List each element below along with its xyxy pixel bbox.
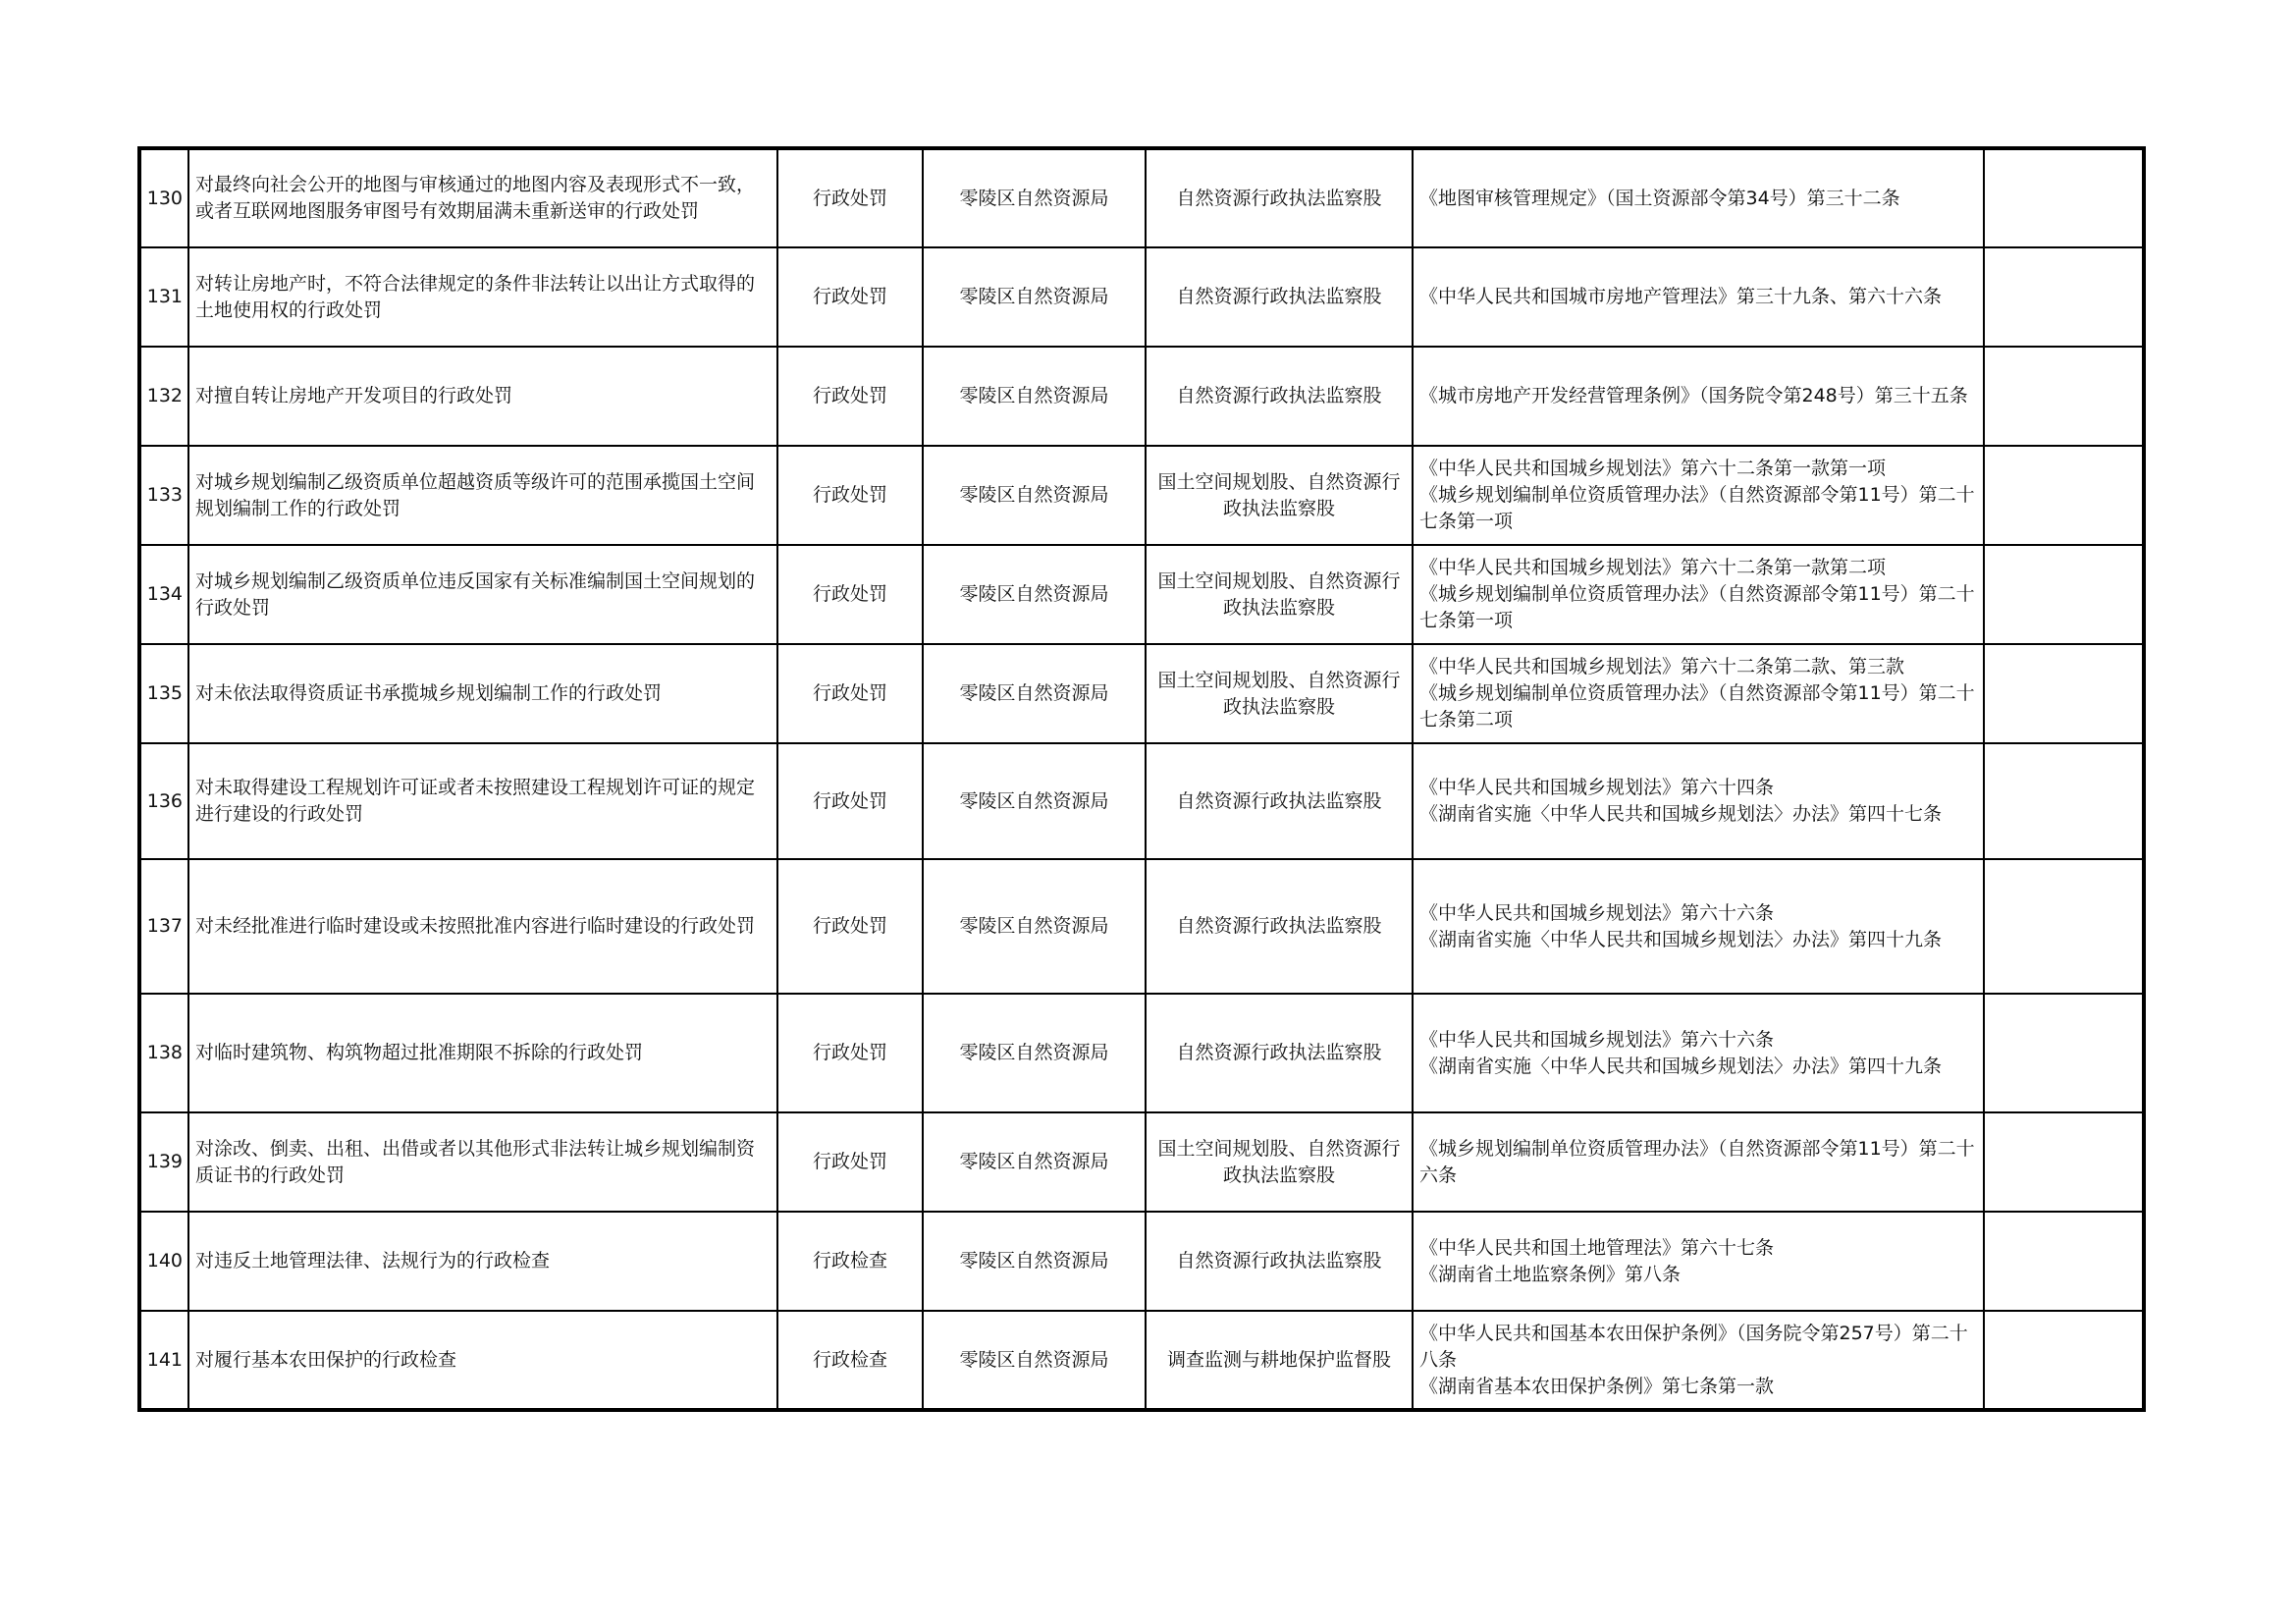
remarks-cell	[1984, 347, 2144, 446]
legal-basis-line: 《中华人民共和国城乡规划法》第六十四条	[1419, 777, 1775, 798]
power-type-cell: 行政检查	[777, 1212, 923, 1311]
power-type-cell: 行政处罚	[777, 859, 923, 994]
department-cell: 零陵区自然资源局	[923, 247, 1146, 347]
item-name-cell: 对城乡规划编制乙级资质单位违反国家有关标准编制国土空间规划的行政处罚	[188, 545, 777, 644]
power-type-cell: 行政处罚	[777, 1112, 923, 1212]
item-name-cell: 对履行基本农田保护的行政检查	[188, 1311, 777, 1410]
responsible-unit-cell: 自然资源行政执法监察股	[1146, 859, 1413, 994]
legal-basis-line: 《湖南省实施〈中华人民共和国城乡规划法〉办法》第四十九条	[1419, 928, 1943, 950]
legal-basis-line: 《中华人民共和国城乡规划法》第六十六条	[1419, 901, 1775, 924]
power-type-cell: 行政处罚	[777, 994, 923, 1112]
row-number-cell: 135	[139, 644, 188, 743]
power-type-cell: 行政处罚	[777, 644, 923, 743]
department-cell: 零陵区自然资源局	[923, 148, 1146, 247]
remarks-cell	[1984, 644, 2144, 743]
item-name-cell: 对未经批准进行临时建设或未按照批准内容进行临时建设的行政处罚	[188, 859, 777, 994]
remarks-cell	[1984, 446, 2144, 545]
legal-basis-line: 《湖南省实施〈中华人民共和国城乡规划法〉办法》第四十七条	[1419, 803, 1943, 825]
power-type-cell: 行政处罚	[777, 446, 923, 545]
department-cell: 零陵区自然资源局	[923, 1212, 1146, 1311]
row-number-cell: 139	[139, 1112, 188, 1212]
responsible-unit-cell: 自然资源行政执法监察股	[1146, 743, 1413, 859]
legal-basis-line: 《地图审核管理规定》（国土资源部令第34号）第三十二条	[1419, 187, 1900, 209]
table-row	[139, 859, 2144, 994]
legal-basis-line: 《城乡规划编制单位资质管理办法》（自然资源部令第11号）第二十六条	[1419, 1137, 1975, 1186]
department-cell: 零陵区自然资源局	[923, 859, 1146, 994]
legal-basis-cell	[1413, 545, 1984, 644]
responsible-unit-cell: 国土空间规划股、自然资源行政执法监察股	[1146, 446, 1413, 545]
row-number-cell: 133	[139, 446, 188, 545]
legal-basis-line: 《城乡规划编制单位资质管理办法》（自然资源部令第11号）第二十七条第一项	[1419, 484, 1975, 532]
table-row	[139, 644, 2144, 743]
row-number-cell: 134	[139, 545, 188, 644]
responsible-unit-cell: 国土空间规划股、自然资源行政执法监察股	[1146, 545, 1413, 644]
legal-basis-line: 《中华人民共和国城乡规划法》第六十二条第一款第二项	[1419, 557, 1887, 578]
legal-basis-line: 《城市房地产开发经营管理条例》（国务院令第248号）第三十五条	[1419, 385, 1968, 406]
power-list-table	[137, 146, 2146, 1412]
responsible-unit-cell: 自然资源行政执法监察股	[1146, 148, 1413, 247]
legal-basis-cell	[1413, 994, 1984, 1112]
legal-basis-line: 《湖南省土地监察条例》第八条	[1419, 1263, 1682, 1285]
remarks-cell	[1984, 1112, 2144, 1212]
legal-basis-cell	[1413, 446, 1984, 545]
item-name-cell: 对转让房地产时，不符合法律规定的条件非法转让以出让方式取得的土地使用权的行政处罚	[188, 247, 777, 347]
row-number-cell: 132	[139, 347, 188, 446]
responsible-unit-cell: 国土空间规划股、自然资源行政执法监察股	[1146, 1112, 1413, 1212]
legal-basis-line: 《中华人民共和国城乡规划法》第六十六条	[1419, 1028, 1775, 1051]
legal-basis-cell	[1413, 859, 1984, 994]
row-number-cell: 137	[139, 859, 188, 994]
legal-basis-cell	[1413, 347, 1984, 446]
item-name-cell: 对未取得建设工程规划许可证或者未按照建设工程规划许可证的规定进行建设的行政处罚	[188, 743, 777, 859]
power-type-cell: 行政处罚	[777, 247, 923, 347]
table-row	[139, 247, 2144, 347]
legal-basis-cell	[1413, 644, 1984, 743]
table-row	[139, 1311, 2144, 1410]
item-name-cell: 对擅自转让房地产开发项目的行政处罚	[188, 347, 777, 446]
responsible-unit-cell: 调查监测与耕地保护监督股	[1146, 1311, 1413, 1410]
remarks-cell	[1984, 1212, 2144, 1311]
table-row	[139, 1112, 2144, 1212]
legal-basis-cell	[1413, 148, 1984, 247]
department-cell: 零陵区自然资源局	[923, 1112, 1146, 1212]
legal-basis-cell	[1413, 1311, 1984, 1410]
row-number-cell: 141	[139, 1311, 188, 1410]
power-type-cell: 行政处罚	[777, 545, 923, 644]
department-cell: 零陵区自然资源局	[923, 994, 1146, 1112]
remarks-cell	[1984, 859, 2144, 994]
table-row	[139, 1212, 2144, 1311]
item-name-cell: 对未依法取得资质证书承揽城乡规划编制工作的行政处罚	[188, 644, 777, 743]
legal-basis-line: 《湖南省基本农田保护条例》第七条第一款	[1419, 1375, 1775, 1397]
responsible-unit-cell: 自然资源行政执法监察股	[1146, 1212, 1413, 1311]
row-number-cell: 131	[139, 247, 188, 347]
legal-basis-cell	[1413, 1112, 1984, 1212]
table-row	[139, 148, 2144, 247]
legal-basis-line: 《湖南省实施〈中华人民共和国城乡规划法〉办法》第四十九条	[1419, 1055, 1943, 1077]
legal-basis-line: 《城乡规划编制单位资质管理办法》（自然资源部令第11号）第二十七条第二项	[1419, 682, 1975, 731]
responsible-unit-cell: 自然资源行政执法监察股	[1146, 994, 1413, 1112]
row-number-cell: 136	[139, 743, 188, 859]
row-number-cell: 140	[139, 1212, 188, 1311]
legal-basis-line: 《中华人民共和国基本农田保护条例》（国务院令第257号）第二十八条	[1419, 1322, 1968, 1371]
item-name-cell: 对城乡规划编制乙级资质单位超越资质等级许可的范围承揽国土空间规划编制工作的行政处罚	[188, 446, 777, 545]
table-row	[139, 446, 2144, 545]
remarks-cell	[1984, 148, 2144, 247]
item-name-cell: 对最终向社会公开的地图与审核通过的地图内容及表现形式不一致，或者互联网地图服务审图号有效期届满未重新送审的行政处罚	[188, 148, 777, 247]
department-cell: 零陵区自然资源局	[923, 743, 1146, 859]
legal-basis-line: 《城乡规划编制单位资质管理办法》（自然资源部令第11号）第二十七条第一项	[1419, 583, 1975, 631]
legal-basis-line: 《中华人民共和国城乡规划法》第六十二条第一款第一项	[1419, 458, 1887, 479]
legal-basis-line: 《中华人民共和国城市房地产管理法》第三十九条、第六十六条	[1419, 286, 1943, 307]
power-list-table-page	[137, 146, 2142, 1412]
legal-basis-line: 《中华人民共和国土地管理法》第六十七条	[1419, 1236, 1775, 1259]
responsible-unit-cell: 自然资源行政执法监察股	[1146, 247, 1413, 347]
remarks-cell	[1984, 994, 2144, 1112]
department-cell: 零陵区自然资源局	[923, 545, 1146, 644]
department-cell: 零陵区自然资源局	[923, 1311, 1146, 1410]
power-type-cell: 行政处罚	[777, 347, 923, 446]
remarks-cell	[1984, 545, 2144, 644]
legal-basis-line: 《中华人民共和国城乡规划法》第六十二条第二款、第三款	[1419, 656, 1905, 677]
table-row	[139, 347, 2144, 446]
legal-basis-cell	[1413, 247, 1984, 347]
responsible-unit-cell: 国土空间规划股、自然资源行政执法监察股	[1146, 644, 1413, 743]
row-number-cell: 138	[139, 994, 188, 1112]
power-type-cell: 行政处罚	[777, 743, 923, 859]
department-cell: 零陵区自然资源局	[923, 644, 1146, 743]
row-number-cell: 130	[139, 148, 188, 247]
legal-basis-cell	[1413, 1212, 1984, 1311]
item-name-cell: 对违反土地管理法律、法规行为的行政检查	[188, 1212, 777, 1311]
remarks-cell	[1984, 1311, 2144, 1410]
department-cell: 零陵区自然资源局	[923, 446, 1146, 545]
table-row	[139, 545, 2144, 644]
power-type-cell: 行政检查	[777, 1311, 923, 1410]
power-type-cell: 行政处罚	[777, 148, 923, 247]
responsible-unit-cell: 自然资源行政执法监察股	[1146, 347, 1413, 446]
item-name-cell: 对涂改、倒卖、出租、出借或者以其他形式非法转让城乡规划编制资质证书的行政处罚	[188, 1112, 777, 1212]
table-body	[139, 148, 2144, 1410]
remarks-cell	[1984, 743, 2144, 859]
remarks-cell	[1984, 247, 2144, 347]
table-row	[139, 743, 2144, 859]
department-cell: 零陵区自然资源局	[923, 347, 1146, 446]
item-name-cell: 对临时建筑物、构筑物超过批准期限不拆除的行政处罚	[188, 994, 777, 1112]
table-row	[139, 994, 2144, 1112]
legal-basis-cell	[1413, 743, 1984, 859]
